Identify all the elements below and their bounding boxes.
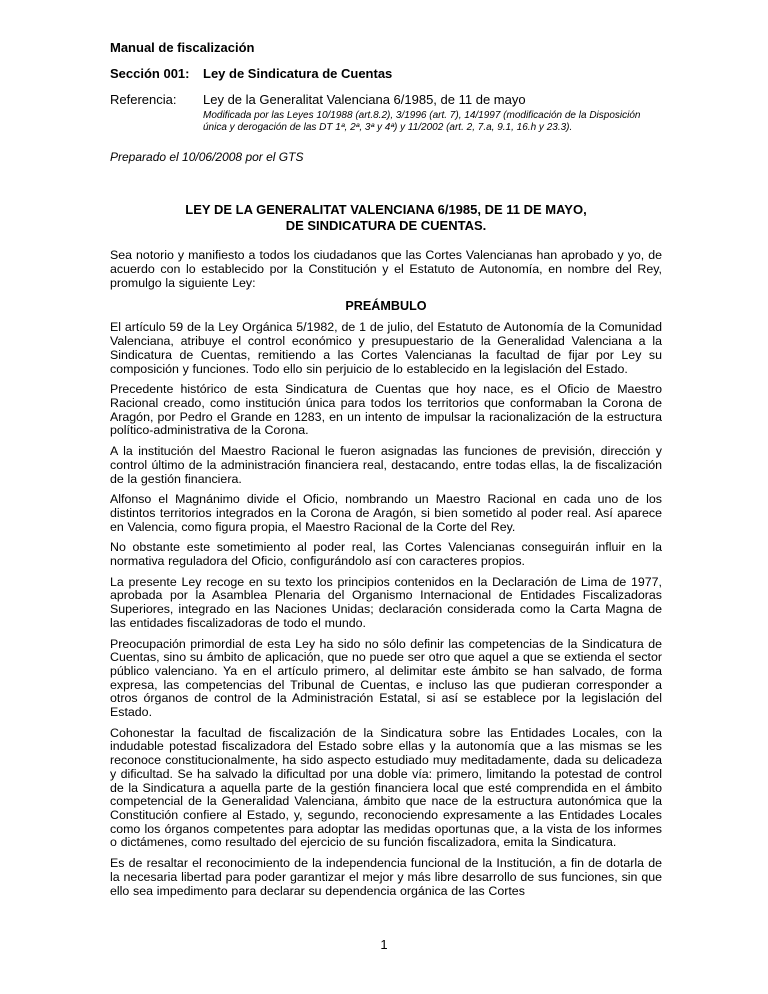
paragraph-6: La presente Ley recoge en su texto los principios contenidos en la Declaración de Lima de 1977, aprobada por la Asamblea Plenaria del Organismo Internacional de Entidades Fiscalizadoras Superiores, integrado en las Naciones Unidas; declaración considerada como la Carta Magna de las entidades fiscalizadoras de todo el mundo. [110,574,662,630]
page-content [110,40,662,905]
document-title-line-2: DE SINDICATURA DE CUENTAS. [285,218,487,234]
document-title [110,202,662,236]
reference-row [110,92,662,134]
prepared-note: Preparado el 10/06/2008 por el GTS [110,149,304,164]
intro-paragraph: Sea notorio y manifiesto a todos los ciudadanos que las Cortes Valencianas han aprobado y yo, de acuerdo con lo establecido por la Constitución y el Estatuto de Autonomía, en nombre del Rey, promulgo la siguiente Ley: [110,248,662,290]
reference-value-block [203,92,662,134]
preambulo-heading: PREÁMBULO [345,299,427,314]
document-body [110,202,662,899]
section-row [110,66,662,81]
paragraph-5: No obstante este sometimiento al poder real, las Cortes Valencianas conseguirán influir en la normativa reguladora del Oficio, configurándolo así con caracteres propios. [110,540,662,569]
section-title: Ley de Sindicatura de Cuentas [203,66,393,81]
manual-title: Manual de fiscalización [110,40,255,55]
reference-note: Modificada por las Leyes 10/1988 (art.8.2), 3/1996 (art. 7), 14/1997 (modificación de la Disposición única y derogación de las DT 1ª, 2ª, 3ª y 4ª) y 11/2002 (art. 2, 7.a, 9.1, 16.h y 23.3). [203,110,641,133]
paragraph-2: Precedente histórico de esta Sindicatura de Cuentas que hoy nace, es el Oficio de Maestro Racional creado, como institución única para todos los territorios que conformaban la Corona de Aragón, por Pedro el Grande en 1283, en un intento de impulsar la racionalización de la estructura político-administrativa de la Corona. [110,382,662,438]
paragraph-7: Preocupación primordial de esta Ley ha sido no sólo definir las competencias de la Sindicatura de Cuentas, sino su ámbito de aplicación, que no puede ser otro que aquel a que se extienda el sector público valenciano. Ya en el artículo primero, al delimitar este ámbito se han salvado, de forma expresa, las competencias del Tribunal de Cuentas, e incluso las que pudieran corresponder a otros órganos de control de la Administración Estatal, si así se establece por la legislación del Estado. [110,636,662,720]
paragraph-9: Es de resaltar el reconocimiento de la independencia funcional de la Institución, a fin de dotarla de la necesaria libertad para poder garantizar el mejor y más libre desarrollo de sus funciones, sin que ello sea impedimento para declarar su dependencia orgánica de las Cortes [110,856,662,898]
document-title-line-1: LEY DE LA GENERALITAT VALENCIANA 6/1985, DE 11 DE MAYO, [185,201,587,217]
reference-label: Referencia: [110,92,177,107]
paragraph-1: El artículo 59 de la Ley Orgánica 5/1982, de 1 de julio, del Estatuto de Autonomía de la Comunidad Valenciana, atribuye el control económico y presupuestario de la Generalidad Valenciana a la Sindicatura de Cuentas, remitiendo a las Cortes Valencianas la facultad de fijar por Ley su composición y funciones. Todo ello sin perjuicio de lo establecido en la legislación del Estado. [110,320,662,376]
paragraph-8: Cohonestar la facultad de fiscalización de la Sindicatura sobre las Entidades Locales, con la indudable potestad fiscalizadora del Estado sobre ellas y la autonomía que a las mismas se les reconoce constitucionalmente, ha sido aspecto estudiado muy meditadamente, dada su delicadeza y dificultad. Se ha salvado la dificultad por una doble vía: primero, limitando la potestad de control de la Sindicatura a aquella parte de la gestión financiera local que esté comprendida en el ámbito competencial de la Generalidad Valenciana, ámbito que nace de la estructura autonómica que la Constitución confiere al Estado, y, segundo, reconociendo expresamente a las Entidades Locales como los órganos competentes para adoptar las medidas oportunas que, a la vista de los informes o dictámenes, como resultado del ejercicio de su función fiscalizadora, emita la Sindicatura. [110,725,662,850]
page-number: 1 [380,937,388,952]
section-label: Sección 001: [110,66,190,81]
paragraph-4: Alfonso el Magnánimo divide el Oficio, nombrando un Maestro Racional en cada uno de los distintos territorios integrados en la Corona de Aragón, si bien sometido al poder real. Así aparece en Valencia, como figura propia, el Maestro Racional de la Corte del Rey. [110,492,662,534]
reference-value: Ley de la Generalitat Valenciana 6/1985, de 11 de mayo [203,92,526,107]
document-header [110,40,662,164]
paragraph-3: A la institución del Maestro Racional le fueron asignadas las funciones de previsión, dirección y control último de la administración financiera real, destacando, entre todas ellas, la de fiscalización de la gestión financiera. [110,444,662,486]
